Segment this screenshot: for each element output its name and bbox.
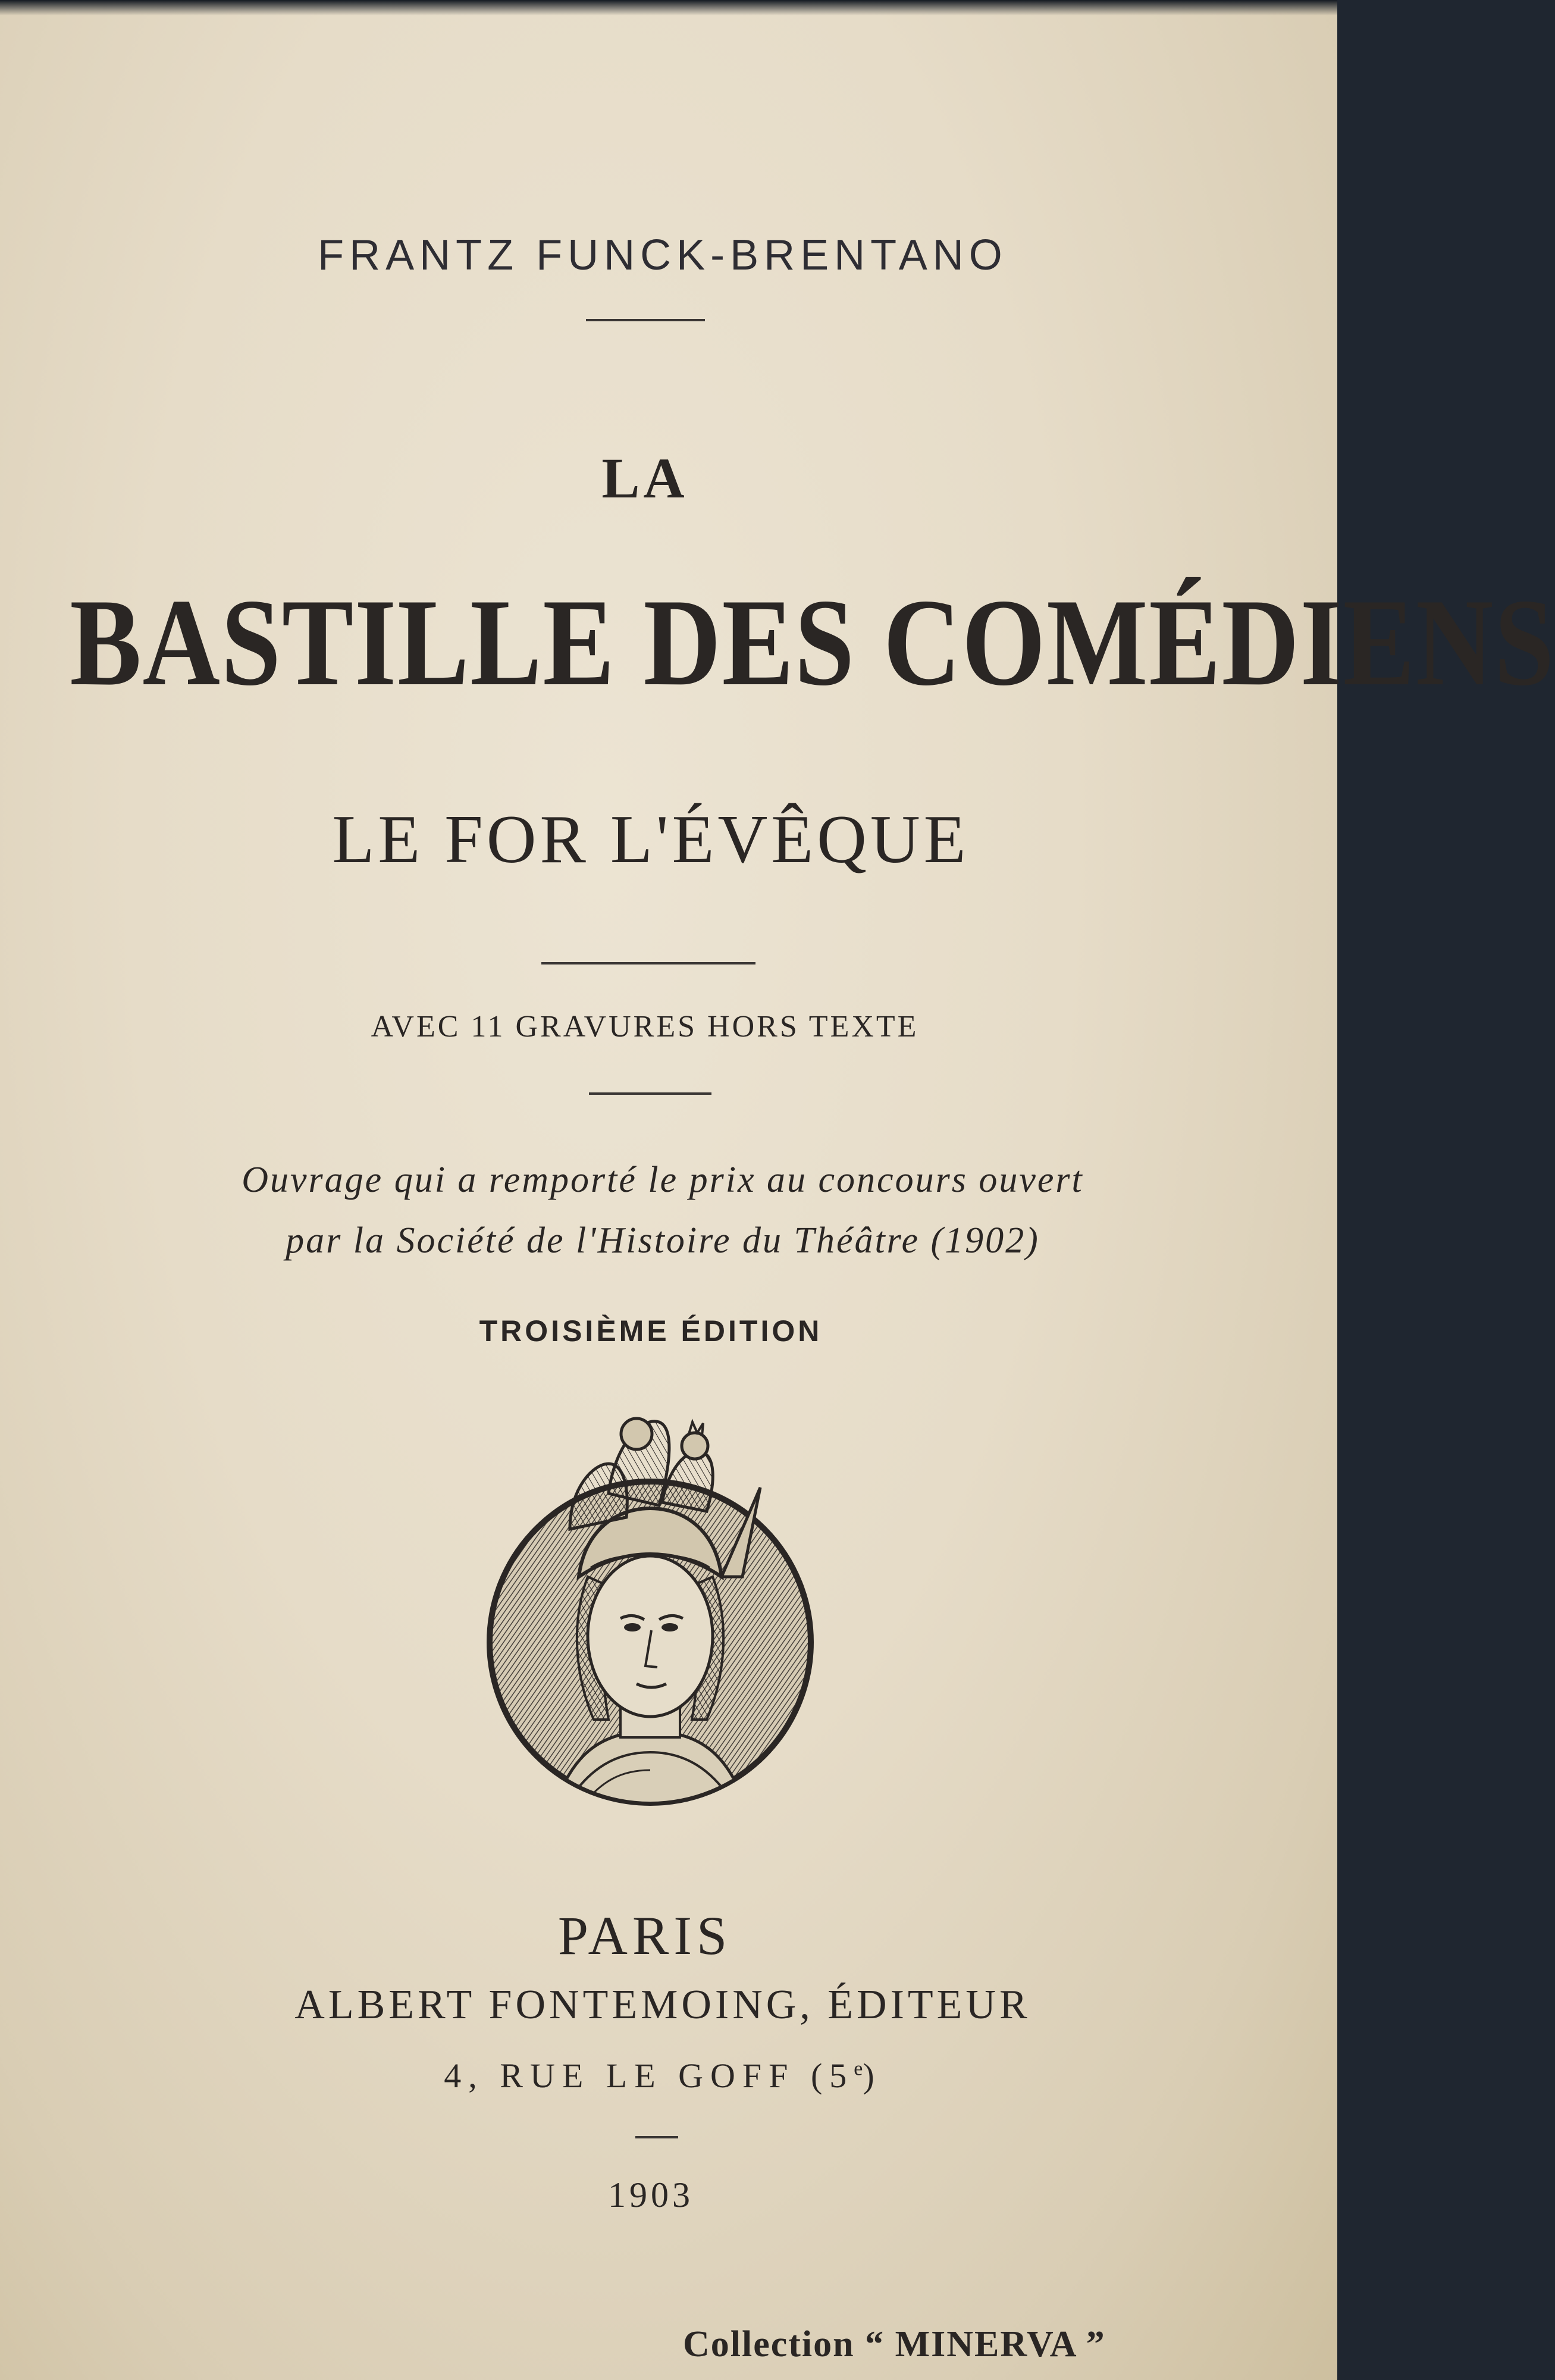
publisher-address-text: 4, RUE LE GOFF (5: [444, 2056, 854, 2095]
author-divider: [586, 319, 705, 321]
publisher-address-superscript: e: [854, 2058, 863, 2080]
publisher-name: ALBERT FONTEMOING, ÉDITEUR: [294, 1982, 1031, 2028]
publisher-address: [0, 2056, 1331, 2096]
publication-city: PARIS: [557, 1905, 732, 1966]
collection-label: [683, 2323, 1106, 2366]
publisher-address-close: ): [863, 2056, 882, 2095]
subtitle-divider: [541, 962, 755, 964]
collection-prefix: Collection: [683, 2324, 855, 2365]
minerva-head-medallion-icon: [481, 1398, 820, 1803]
collection-name: “ MINERVA ”: [865, 2324, 1106, 2365]
publication-year: 1903: [608, 2175, 694, 2215]
title-article: LA: [601, 446, 688, 510]
illustrations-note: AVEC 11 GRAVURES HORS TEXTE: [371, 1010, 919, 1044]
year-divider: [635, 2136, 678, 2138]
edition-label: TROISIÈME ÉDITION: [479, 1314, 823, 1348]
illustrations-divider: [589, 1092, 711, 1095]
book-subtitle: LE FOR L'ÉVÊQUE: [332, 801, 970, 878]
author-name: FRANTZ FUNCK-BRENTANO: [318, 231, 1008, 279]
prize-note-line-1: Ouvrage qui a remporté le prix au concours ouvert: [242, 1160, 1084, 1200]
page-top-edge: [0, 0, 1337, 15]
prize-note-line-2: par la Société de l'Histoire du Théâtre (1902): [286, 1220, 1040, 1261]
book-title: BASTILLE DES COMÉDIENS: [70, 574, 1555, 712]
